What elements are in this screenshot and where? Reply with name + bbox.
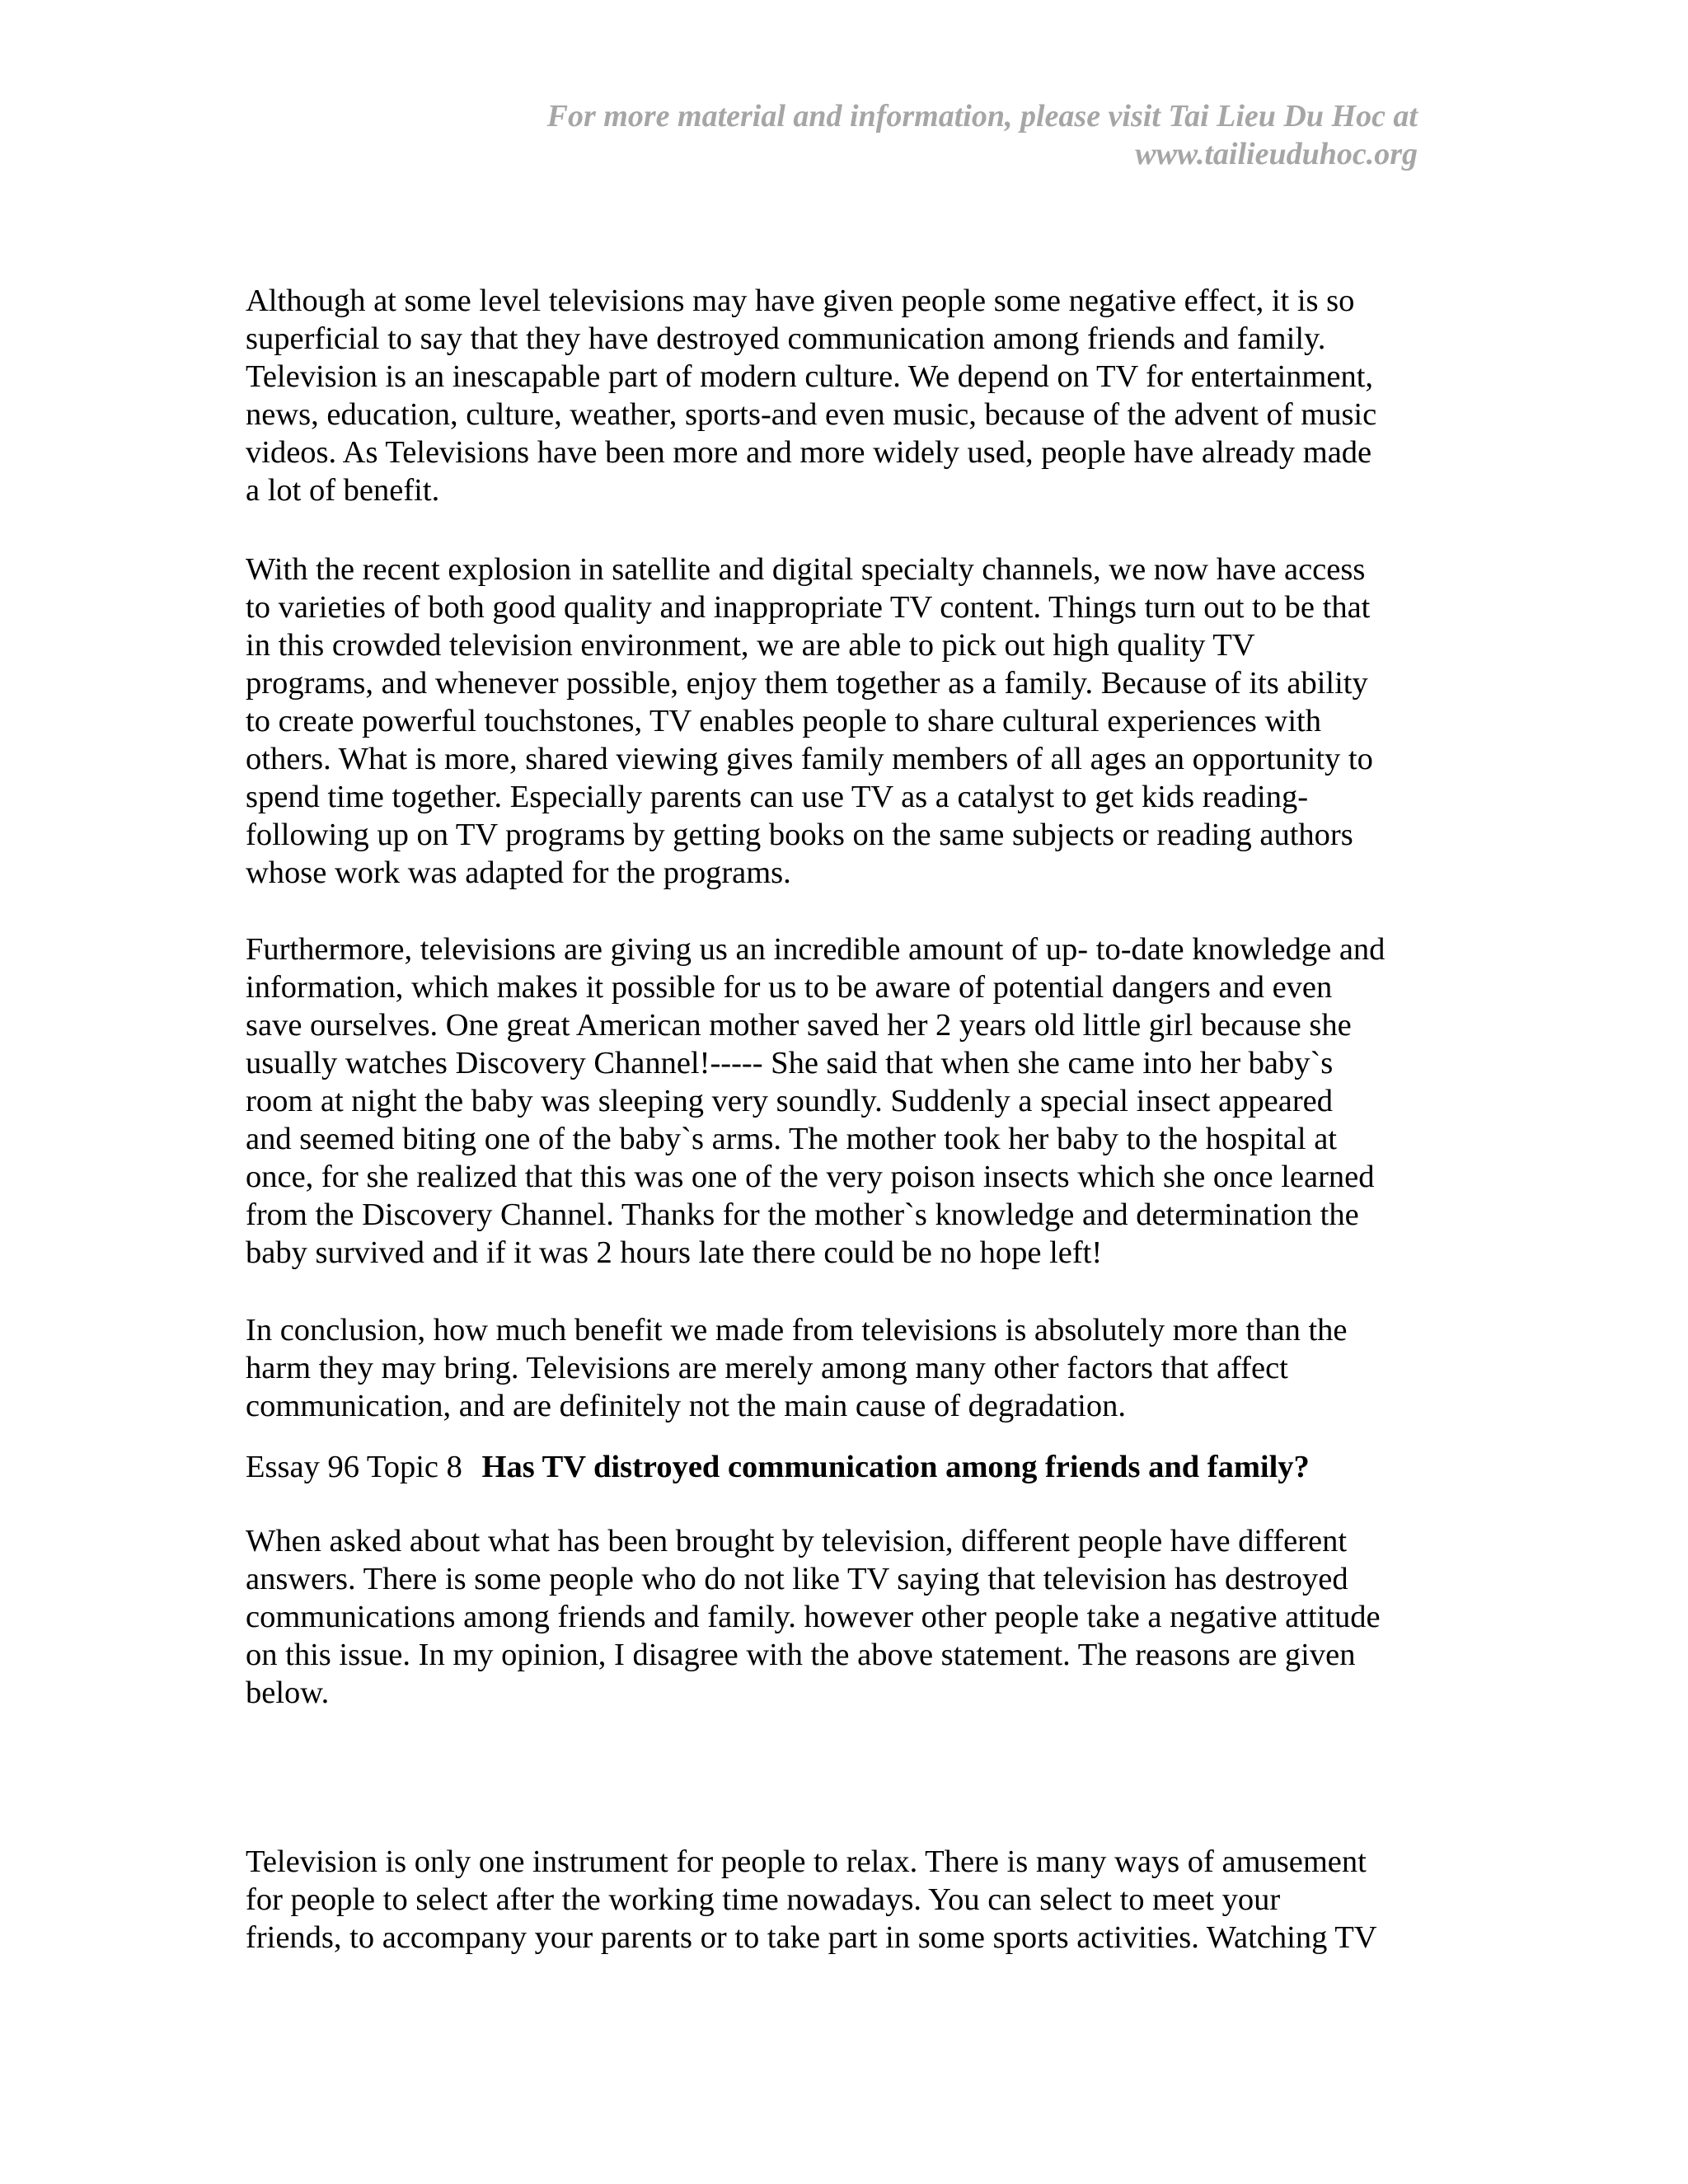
text-line: in this crowded television environment, we are able to pick out high quality TV bbox=[246, 628, 1255, 663]
document-body bbox=[246, 282, 1457, 1955]
text-line: for people to select after the working time nowadays. You can select to meet your bbox=[246, 1882, 1281, 1917]
text-line: news, education, culture, weather, sports-and even music, because of the advent of music bbox=[246, 397, 1377, 432]
essay-title: Has TV distroyed communication among friends and family? bbox=[481, 1450, 1310, 1484]
text-line: and seemed biting one of the baby`s arms. The mother took her baby to the hospital at bbox=[246, 1122, 1338, 1156]
text-line: whose work was adapted for the programs. bbox=[246, 855, 791, 890]
header-line-1: For more material and information, please visit Tai Lieu Du Hoc at bbox=[546, 99, 1418, 134]
text-line: Television is only one instrument for people to relax. There is many ways of amusement bbox=[246, 1844, 1367, 1879]
text-line: Furthermore, televisions are giving us an incredible amount of up- to-date knowledge and bbox=[246, 932, 1386, 967]
text-line: In conclusion, how much benefit we made from televisions is absolutely more than the bbox=[246, 1313, 1348, 1347]
text-line: Although at some level televisions may have given people some negative effect, it is so bbox=[246, 284, 1355, 318]
text-line: Television is an inescapable part of modern culture. We depend on TV for entertainment, bbox=[246, 359, 1374, 394]
paragraph-essay-intro bbox=[246, 1522, 1381, 1712]
text-line: communication, and are definitely not the main cause of degradation. bbox=[246, 1389, 1126, 1423]
text-line: information, which makes it possible for us to be aware of potential dangers and even bbox=[246, 970, 1333, 1005]
paragraph-satellite bbox=[246, 551, 1373, 892]
text-line: from the Discovery Channel. Thanks for the mother`s knowledge and determination the bbox=[246, 1197, 1359, 1232]
text-line: spend time together. Especially parents can use TV as a catalyst to get kids reading- bbox=[246, 780, 1309, 814]
text-line: following up on TV programs by getting books on the same subjects or reading authors bbox=[246, 818, 1353, 852]
text-line: programs, and whenever possible, enjoy them together as a family. Because of its ability bbox=[246, 666, 1368, 701]
paragraph-knowledge bbox=[246, 930, 1385, 1272]
text-line: a lot of benefit. bbox=[246, 473, 440, 508]
text-line: usually watches Discovery Channel!----- She said that when she came into her baby`s bbox=[246, 1046, 1334, 1080]
text-line: communications among friends and family. however other people take a negative attitude bbox=[246, 1600, 1381, 1634]
text-line: harm they may bring. Televisions are merely among many other factors that affect bbox=[246, 1351, 1288, 1385]
text-line: save ourselves. One great American mother saved her 2 years old little girl because she bbox=[246, 1008, 1352, 1043]
paragraph-conclusion bbox=[246, 1311, 1347, 1425]
paragraph-essay-body bbox=[246, 1843, 1377, 1957]
text-line: once, for she realized that this was one of the very poison insects which she once learned bbox=[246, 1160, 1375, 1194]
essay-label: Essay 96 Topic 8 bbox=[246, 1450, 462, 1484]
text-line: answers. There is some people who do not like TV saying that television has destroyed bbox=[246, 1562, 1348, 1596]
text-line: below. bbox=[246, 1675, 330, 1710]
text-line: videos. As Televisions have been more and more widely used, people have already made bbox=[246, 435, 1372, 470]
text-line: others. What is more, shared viewing gives family members of all ages an opportunity to bbox=[246, 742, 1373, 776]
text-line: friends, to accompany your parents or to take part in some sports activities. Watching TV bbox=[246, 1920, 1377, 1955]
text-line: to varieties of both good quality and inappropriate TV content. Things turn out to be that bbox=[246, 590, 1371, 625]
text-line: When asked about what has been brought by television, different people have different bbox=[246, 1524, 1348, 1558]
text-line: superficial to say that they have destroyed communication among friends and family. bbox=[246, 321, 1326, 356]
text-line: on this issue. In my opinion, I disagree with the above statement. The reasons are given bbox=[246, 1638, 1356, 1672]
text-line: to create powerful touchstones, TV enables people to share cultural experiences with bbox=[246, 704, 1321, 738]
paragraph-intro bbox=[246, 282, 1457, 509]
source-watermark-header bbox=[346, 97, 1418, 173]
text-line: room at night the baby was sleeping very soundly. Suddenly a special insect appeared bbox=[246, 1084, 1333, 1118]
text-line: baby survived and if it was 2 hours late there could be no hope left! bbox=[246, 1235, 1103, 1270]
header-line-2: www.tailieuduhoc.org bbox=[1135, 137, 1418, 171]
text-line: With the recent explosion in satellite and digital specialty channels, we now have access bbox=[246, 552, 1366, 587]
essay-heading bbox=[246, 1448, 1310, 1486]
